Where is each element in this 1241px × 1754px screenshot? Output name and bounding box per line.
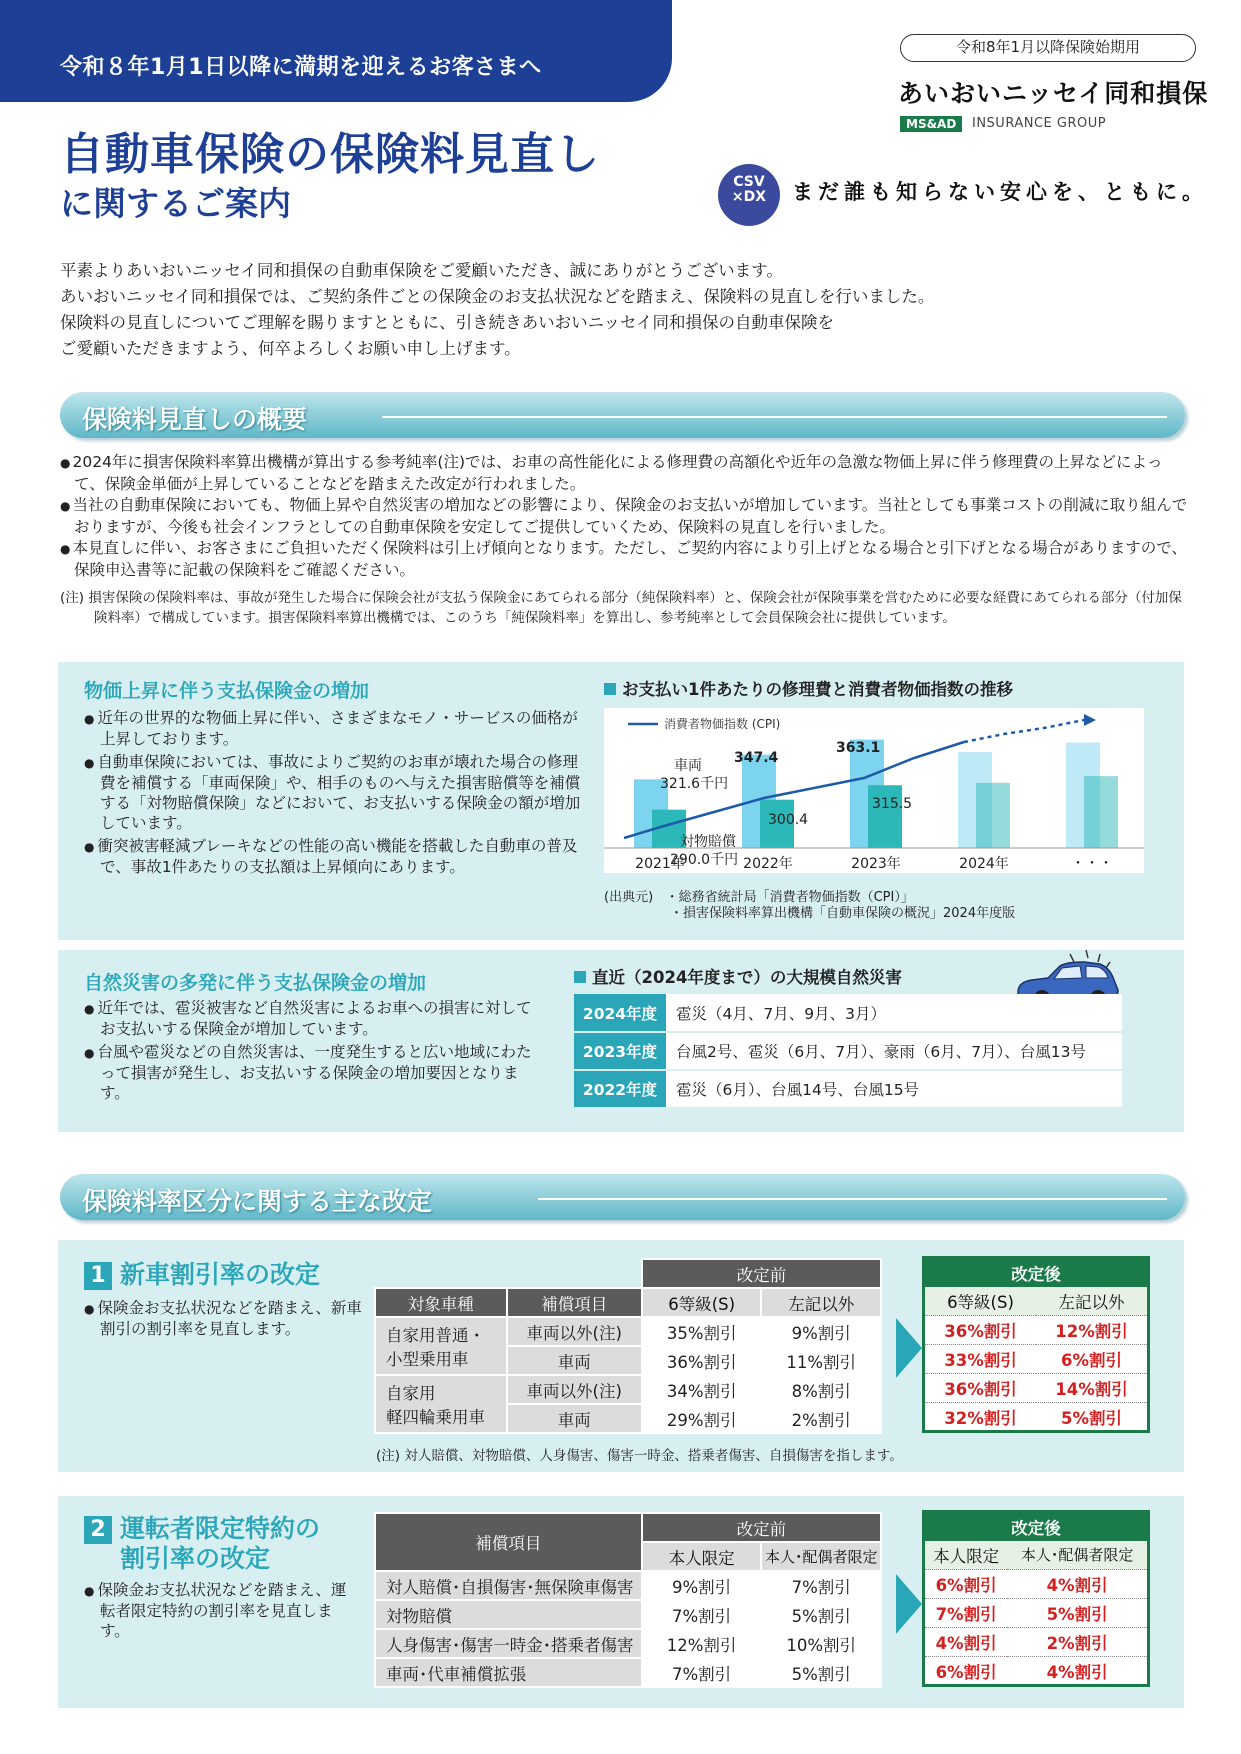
disaster-table-title: 直近（2024年度まで）の大規模自然災害 [574, 964, 902, 988]
coverage-cell: 車両以外(注) [507, 1375, 642, 1404]
after-header: 改定後 [924, 1258, 1149, 1287]
event-cell: 雹災（6月）、台風14号、台風15号 [666, 1070, 1122, 1108]
bullet-item: ● 2024年に損害保険料率算出機構が算出する参考純率(注)では、お車の高性能化による修理費の高額化や近年の急激な物価上昇に伴う修理費の上昇などによって、保険金単価が上昇していることなどを踏まえた改定が行われました。 [60, 452, 1190, 495]
driver-limit-after-table [922, 1510, 1150, 1687]
csv-dx-logo [718, 164, 780, 226]
panel-title: 自然災害の多発に伴う支払保険金の増加 [84, 972, 427, 994]
table-row [924, 1403, 1149, 1432]
panel-title: 物価上昇に伴う支払保険金の増加 [84, 680, 370, 702]
target-banner [0, 0, 672, 102]
slogan: まだ誰も知らない安心を、ともに。 [792, 180, 1208, 204]
intro-line: 平素よりあいおいニッセイ同和損保の自動車保険をご愛顧いただき、誠にありがとうございます。 [60, 261, 783, 280]
vehicle-line: 自家用普通・ [386, 1326, 485, 1345]
chart-title: お支払い1件あたりの修理費と消費者物価指数の推移 [604, 676, 1013, 700]
source-label: (出典元) [604, 890, 654, 905]
col-header-other: 左記以外 [761, 1288, 881, 1317]
item-title [120, 1514, 320, 1574]
section-header-rate-changes [60, 1174, 1185, 1220]
item-number-badge: 1 [84, 1262, 112, 1290]
rate-cell: 4%割引 [924, 1628, 1008, 1657]
table-note: (注) 対人賠償、対物賠償、人身傷害、傷害一時金、搭乗者傷害、自損傷害を指します。 [376, 1448, 903, 1464]
before-header: 改定前 [642, 1259, 881, 1288]
col-header-other: 左記以外 [1036, 1287, 1149, 1316]
rate-cell: 34%割引 [642, 1375, 762, 1404]
intro-line: ご愛顧いただきますよう、何卒よろしくお願い申し上げます。 [60, 339, 521, 358]
bar-property [1084, 776, 1118, 848]
rate-cell: 7%割引 [761, 1571, 881, 1600]
bullet-item: ● 保険金お支払状況などを踏まえ、新車割引の割引率を見直します。 [84, 1298, 364, 1339]
data-label: 対物賠償 [680, 834, 736, 850]
table-row [375, 1600, 881, 1629]
before-header: 改定前 [642, 1513, 881, 1542]
rate-cell: 5%割引 [1036, 1403, 1149, 1432]
table-row [375, 1317, 881, 1346]
table-row [375, 1288, 881, 1317]
rate-cell: 11%割引 [761, 1346, 881, 1375]
table-row [375, 1513, 881, 1542]
cpi-arrowhead [1084, 714, 1096, 726]
col-header-self: 本人限定 [924, 1541, 1008, 1570]
page-title: 自動車保険の保険料見直し [60, 129, 600, 180]
year-cell: 2022年度 [574, 1070, 666, 1108]
data-label: 290.0千円 [670, 852, 739, 868]
rate-cell: 14%割引 [1036, 1374, 1149, 1403]
rate-cell: 6%割引 [924, 1570, 1008, 1599]
section-header-overview [60, 392, 1185, 438]
arrow-icon [896, 1574, 922, 1634]
col-header-coverage: 補償項目 [507, 1288, 642, 1317]
legend-cpi: 消費者物価指数 (CPI) [664, 717, 781, 731]
rate-cell: 32%割引 [924, 1403, 1037, 1432]
chart-source [604, 890, 1015, 922]
rate-cell: 5%割引 [1007, 1599, 1148, 1628]
csv-logo-line1: CSV [733, 174, 765, 190]
col-header-grade6: 6等級(S) [642, 1288, 762, 1317]
panel-bullets [84, 998, 544, 1106]
rate-cell: 6%割引 [1036, 1345, 1149, 1374]
coverage-cell: 車両以外(注) [507, 1317, 642, 1346]
csv-logo-line2: ×DX [731, 189, 767, 205]
driver-limit-before-table [374, 1512, 882, 1688]
bullet-item: ● 本見直しに伴い、お客さまにご負担いただく保険料は引上げ傾向となります。ただし、ご契約内容により引上げとなる場合と引下げとなる場合がありますので、保険申込書等に記載の保険料をご確認ください。 [60, 538, 1190, 581]
bullet-item: ● 近年では、雹災被害など自然災害によるお車への損害に対してお支払いする保険金が増加しています。 [84, 998, 544, 1039]
new-car-after-table [922, 1256, 1150, 1433]
item-bullets [84, 1580, 356, 1644]
source-item: ・総務省統計局「消費者物価指数（CPI）」 [665, 890, 914, 905]
section-title: 保険料見直しの概要 [82, 405, 308, 434]
table-row [924, 1345, 1149, 1374]
item-title-line: 割引率の改定 [120, 1544, 271, 1573]
item-number-badge: 2 [84, 1516, 112, 1544]
bullet-item: ● 保険金お支払状況などを踏まえ、運転者限定特約の割引率を見直します。 [84, 1580, 356, 1641]
section-title: 保険料率区分に関する主な改定 [82, 1187, 433, 1216]
coverage-cell: 人身傷害･傷害一時金･搭乗者傷害 [375, 1629, 642, 1658]
panel-bullets [84, 708, 584, 880]
col-header-grade6: 6等級(S) [924, 1287, 1037, 1316]
year-cell: 2024年度 [574, 994, 666, 1032]
x-tick-label: 2021年 [635, 856, 685, 872]
year-cell: 2023年度 [574, 1032, 666, 1070]
x-tick-label: 2022年 [743, 856, 793, 872]
table-row [924, 1628, 1149, 1657]
after-header: 改定後 [924, 1512, 1149, 1541]
page-subtitle: に関するご案内 [60, 184, 291, 223]
coverage-cell: 車両･代車補償拡張 [375, 1658, 642, 1687]
x-tick-label: 2023年 [851, 856, 901, 872]
rate-cell: 9%割引 [761, 1317, 881, 1346]
chart-area [604, 708, 1144, 873]
msad-group: INSURANCE GROUP [972, 116, 1107, 131]
msad-logo: MS&AD [900, 116, 962, 132]
table-row [924, 1316, 1149, 1345]
rate-cell: 7%割引 [642, 1600, 762, 1629]
item-title-line: 運転者限定特約の [120, 1514, 321, 1543]
rate-cell: 8%割引 [761, 1375, 881, 1404]
bar-property [868, 785, 902, 848]
data-label: 車両 [674, 758, 702, 774]
table-row [924, 1258, 1149, 1287]
event-cell: 台風2号、雹災（6月、7月）、豪雨（6月、7月）、台風13号 [666, 1032, 1122, 1070]
rate-cell: 36%割引 [642, 1346, 762, 1375]
table-row [375, 1629, 881, 1658]
data-label: 363.1 [836, 740, 881, 756]
table-row [924, 1657, 1149, 1686]
data-label: 315.5 [872, 796, 913, 812]
coverage-cell: 対人賠償･自損傷害･無保険車傷害 [375, 1571, 642, 1600]
col-header-self: 本人限定 [642, 1542, 762, 1571]
rate-cell: 33%割引 [924, 1345, 1037, 1374]
vehicle-line: 自家用 [386, 1384, 436, 1403]
vehicle-cell [375, 1375, 507, 1433]
intro-line: あいおいニッセイ同和損保では、ご契約条件ごとの保険金のお支払状況などを踏まえ、保険料の見直しを行いました。 [60, 287, 935, 306]
data-label: 300.4 [768, 812, 809, 828]
table-row [574, 994, 1122, 1032]
coverage-cell: 車両 [507, 1346, 642, 1375]
rate-cell: 12%割引 [642, 1629, 762, 1658]
col-header-spouse: 本人･配偶者限定 [1007, 1541, 1148, 1570]
vehicle-line: 小型乗用車 [386, 1350, 469, 1369]
table-row [924, 1287, 1149, 1316]
data-label: 321.6千円 [660, 776, 729, 792]
overview-note: (注) 損害保険の保険料率は、事故が発生した場合に保険会社が支払う保険金にあてられる部分（純保険料率）と、保険会社が保険事業を営むために必要な経費にあてられる部分（付加保険料率）で構成しています。損害保険料率算出機構では、このうち「純保険料率」を算出し、参考純率として会員保険会社に提供しています。 [60, 590, 1182, 626]
rate-cell: 12%割引 [1036, 1316, 1149, 1345]
col-header-spouse: 本人･配偶者限定 [761, 1542, 881, 1571]
vehicle-line: 軽四輪乗用車 [386, 1408, 485, 1427]
rate-cell: 2%割引 [761, 1404, 881, 1433]
col-header-coverage: 補償項目 [375, 1513, 642, 1571]
bar-property [976, 783, 1010, 848]
arrow-icon [896, 1318, 922, 1378]
rate-cell: 7%割引 [642, 1658, 762, 1687]
rate-cell: 35%割引 [642, 1317, 762, 1346]
item-bullets [84, 1298, 364, 1342]
table-row [924, 1599, 1149, 1628]
new-car-before-table [374, 1258, 882, 1434]
rate-cell: 29%割引 [642, 1404, 762, 1433]
rate-cell: 10%割引 [761, 1629, 881, 1658]
bullet-item: ● 衝突被害軽減ブレーキなどの性能の高い機能を搭載した自動車の普及で、事故1件あたりの支払額は上昇傾向にあります。 [84, 836, 584, 877]
vehicle-cell [375, 1317, 507, 1375]
table-row [574, 1032, 1122, 1070]
table-row [375, 1658, 881, 1687]
blank-cell [375, 1259, 642, 1288]
intro-text [60, 258, 1190, 362]
table-row [924, 1374, 1149, 1403]
table-row [375, 1375, 881, 1404]
cpi-line-projection [964, 720, 1084, 742]
rate-cell: 5%割引 [761, 1600, 881, 1629]
intro-line: 保険料の見直しについてご理解を賜りますとともに、引き続きあいおいニッセイ同和損保の自動車保険を [60, 313, 835, 332]
overview-bullets [60, 452, 1190, 581]
item-title: 新車割引率の改定 [120, 1260, 321, 1289]
rate-cell: 2%割引 [1007, 1628, 1148, 1657]
rate-cell: 4%割引 [1007, 1570, 1148, 1599]
disaster-table [574, 994, 1122, 1109]
rate-cell: 4%割引 [1007, 1657, 1148, 1686]
repair-cost-chart [604, 708, 1144, 873]
x-tick-label: 2024年 [959, 856, 1009, 872]
section-divider [382, 416, 1167, 418]
data-label: 347.4 [734, 750, 779, 766]
start-badge: 令和8年1月以降保険始期用 [900, 34, 1196, 62]
bullet-item: ● 自動車保険においては、事故によりご契約のお車が壊れた場合の修理費を補償する「車両保険」や、相手のものへ与えた損害賠償等を補償する「対物賠償保険」などにおいて、お支払いする保険金の額が増加しています。 [84, 752, 584, 833]
bullet-item: ● 台風や雹災などの自然災害は、一度発生すると広い地域にわたって損害が発生し、お支払いする保険金の増加要因となります。 [84, 1042, 544, 1103]
rate-cell: 6%割引 [924, 1657, 1008, 1686]
rate-cell: 36%割引 [924, 1316, 1037, 1345]
table-row [924, 1512, 1149, 1541]
table-row [924, 1570, 1149, 1599]
rate-cell: 9%割引 [642, 1571, 762, 1600]
bullet-item: ● 近年の世界的な物価上昇に伴い、さまざまなモノ・サービスの価格が上昇しております。 [84, 708, 584, 749]
x-tick-label: ・・・ [1071, 856, 1113, 872]
table-row [375, 1571, 881, 1600]
target-text: 令和８年1月1日以降に満期を迎えるお客さまへ [60, 55, 542, 80]
company-name: あいおいニッセイ同和損保 [898, 79, 1209, 108]
section-divider [538, 1198, 1167, 1200]
coverage-cell: 対物賠償 [375, 1600, 642, 1629]
bullet-item: ● 当社の自動車保険においても、物価上昇や自然災害の増加などの影響により、保険金のお支払いが増加しています。当社としても事業コストの削減に取り組んでおりますが、今後も社会インフラとしての自動車保険を安定してご提供していくため、保険料の見直しを行いました。 [60, 495, 1190, 538]
table-row [574, 1070, 1122, 1108]
col-header-vehicle: 対象車種 [375, 1288, 507, 1317]
source-item: ・損害保険料率算出機構「自動車保険の概況」2024年度版 [670, 906, 1016, 921]
table-row [375, 1259, 881, 1288]
rate-cell: 5%割引 [761, 1658, 881, 1687]
event-cell: 雹災（4月、7月、9月、3月） [666, 994, 1122, 1032]
coverage-cell: 車両 [507, 1404, 642, 1433]
table-row [924, 1541, 1149, 1570]
rate-cell: 36%割引 [924, 1374, 1037, 1403]
rate-cell: 7%割引 [924, 1599, 1008, 1628]
